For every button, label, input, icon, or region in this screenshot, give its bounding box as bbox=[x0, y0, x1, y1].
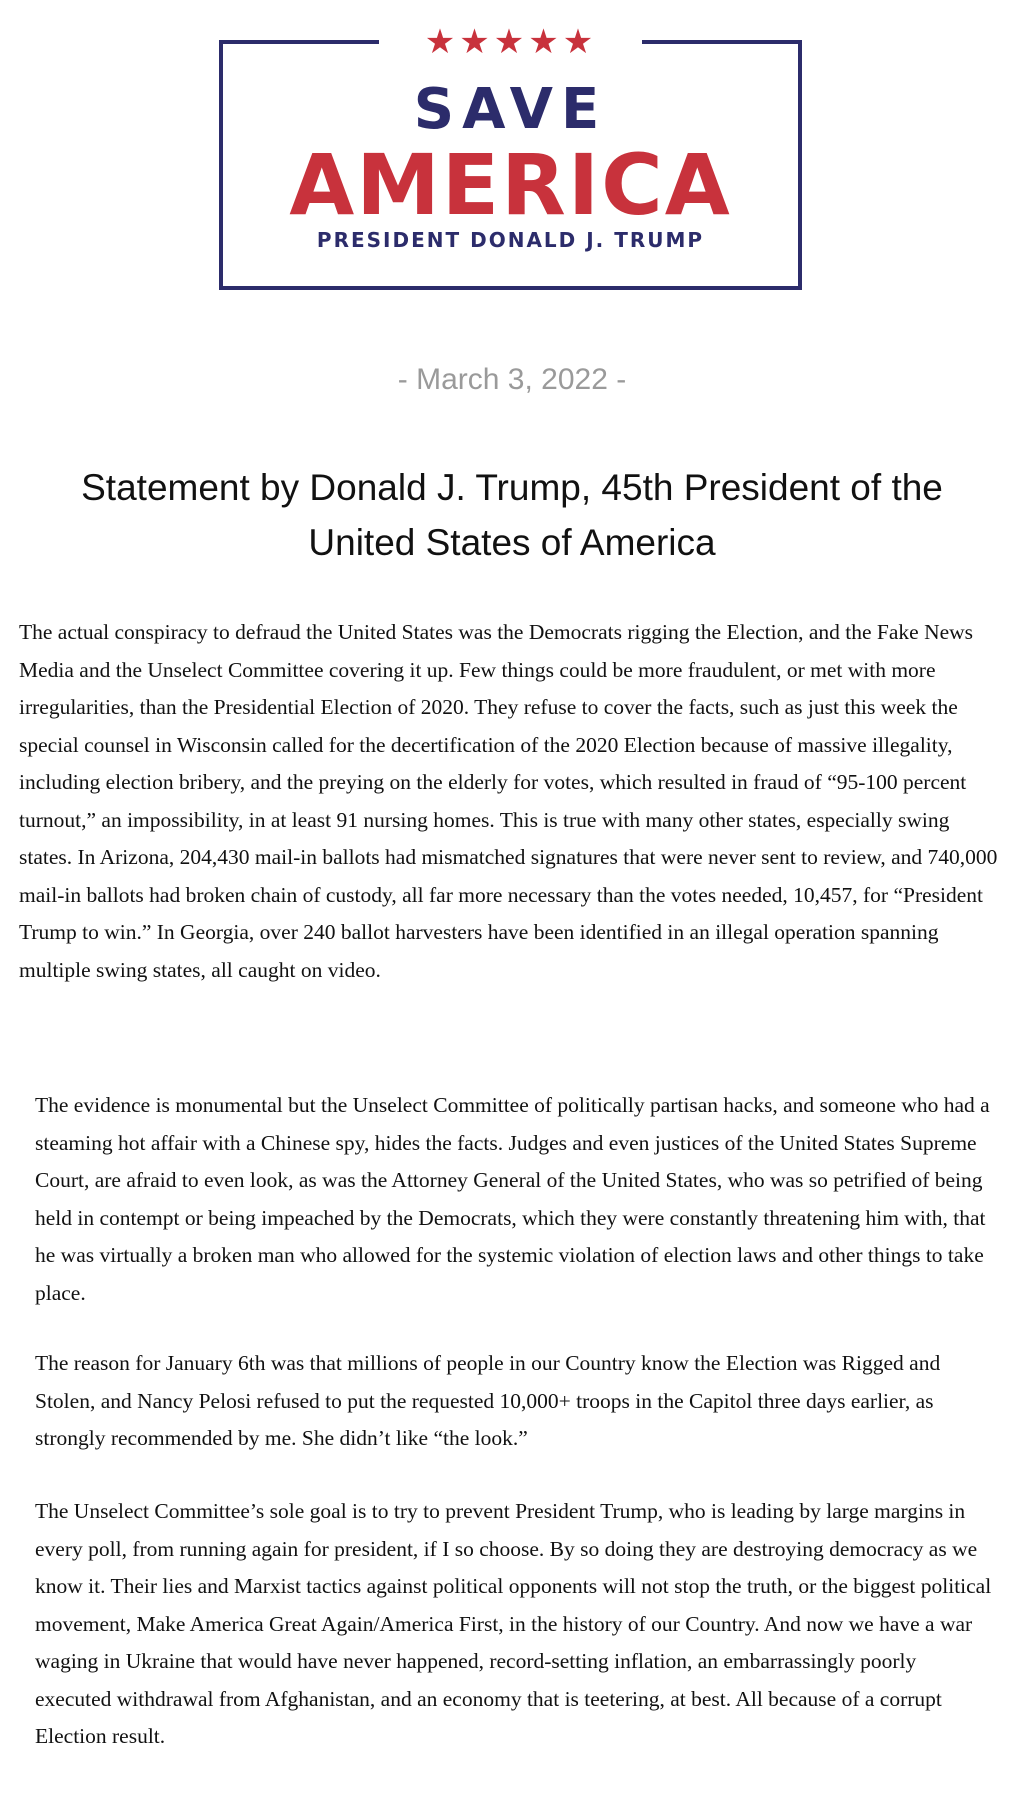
logo-subtitle: PRESIDENT DONALD J. TRUMP bbox=[316, 228, 705, 252]
paragraph-4: The Unselect Committee’s sole goal is to try to prevent President Trump, who is leading by large margins in every poll, from running again for president, if I so choose. By so doing they are destroying democracy as we know it. Their lies and Marxist tactics against political opponents will not stop the truth, or the biggest political movement, Make America Great Again/America First, in the history of our Country. And now we have a war waging in Ukraine that would have never happened, record-setting inflation, an embarrassingly poorly executed withdrawal from Afghanistan, and an economy that is teetering, at best. All because of a corrupt Election result. bbox=[35, 1499, 992, 1748]
logo-save-text: SAVE bbox=[413, 77, 608, 142]
statement-title: Statement by Donald J. Trump, 45th President of the United States of America bbox=[81, 467, 943, 563]
logo-america-text: AMERICA bbox=[289, 136, 732, 234]
logo-stars-icon: ★★★★★ bbox=[424, 22, 598, 62]
logo-frame-top-right bbox=[642, 40, 802, 44]
statement-date: - March 3, 2022 - bbox=[397, 363, 627, 396]
paragraph-2: The evidence is monumental but the Unselect Committee of politically partisan hacks, and someone who had a steaming hot affair with a Chinese spy, hides the facts. Judges and even justices of the United States Supreme Court, are afraid to even look, as was the Attorney General of the United States, who was so petrified of being held in contempt or being impeached by the Democrats, which they were constantly threatening him with, that he was virtually a broken man who allowed for the systemic violation of election laws and other things to take place. bbox=[35, 1093, 990, 1305]
logo-frame-top-left bbox=[219, 40, 379, 44]
paragraph-1: The actual conspiracy to defraud the United States was the Democrats rigging the Election, and the Fake News Media and the Unselect Committee covering it up. Few things could be more fraudulent, or met with more irregularities, than the Presidential Election of 2020. They refuse to cover the facts, such as just this week the special counsel in Wisconsin called for the decertification of the 2020 Election because of massive illegality, including election bribery, and the preying on the elderly for votes, which resulted in fraud of “95-100 percent turnout,” an impossibility, in at least 91 nursing homes. This is true with many other states, especially swing states. In Arizona, 204,430 mail-in ballots had mismatched signatures that were never sent to review, and 740,000 mail-in ballots had broken chain of custody, all far more necessary than the votes needed, 10,457, for “President Trump to win.” In Georgia, over 240 ballot harvesters have been identified in an illegal operation spanning multiple swing states, all caught on video. bbox=[19, 620, 998, 982]
paragraph-3: The reason for January 6th was that millions of people in our Country know the Election was Rigged and Stolen, and Nancy Pelosi refused to put the requested 10,000+ troops in the Capitol three days earlier, as strongly recommended by me. She didn’t like “the look.” bbox=[35, 1351, 941, 1450]
